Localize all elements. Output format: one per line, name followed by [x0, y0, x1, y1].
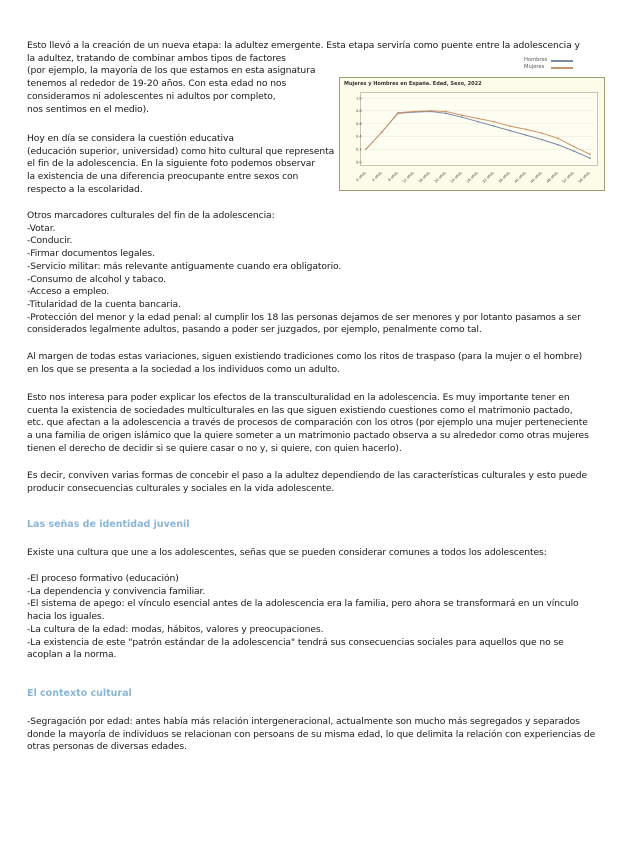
- x-tick-label: 56 años: [577, 170, 591, 184]
- intro-line: tenemos al rededor de 19-20 años. Con esta edad no nos: [27, 78, 287, 90]
- line-chart: [339, 77, 605, 191]
- x-tick-label: 16 años: [417, 170, 431, 184]
- markers-list: [27, 210, 581, 337]
- identity-signs-line: -El sistema de apego: el vínculo esencial antes de la adolescencia era la familia, pero ahora se transformará en un vínculo: [27, 598, 579, 610]
- chart-title: Mujeres y Hombres en España. Edad, Sexo, 2022: [344, 81, 482, 87]
- markers-line: -Acceso a empleo.: [27, 286, 110, 298]
- data-point-hombres: [461, 116, 463, 118]
- legend-swatch-hombres: [551, 60, 573, 62]
- adulthood-paragraph: [27, 470, 587, 495]
- markers-line: -Servicio militar: más relevante antiguamente cuando era obligatorio.: [27, 260, 342, 272]
- markers-line: -Protección del menor y la edad penal: al cumplir los 18 las personas dejamos de ser menores y por lotanto pasamos a ser: [27, 311, 581, 323]
- intro-line: la adultez, tratando de combinar ambos tipos de factores: [27, 52, 286, 64]
- x-tick-label: 0 años: [355, 170, 367, 183]
- segregation-line: -Segragación por edad: antes había más relación intergeneracional, actualmente son mucho más segregados y separados: [27, 716, 580, 727]
- identity-signs-list: [27, 573, 579, 662]
- x-tick-label: 32 años: [481, 170, 495, 184]
- legend-entry-mujeres: [524, 64, 573, 71]
- markers-line: considerados legalmente adultos, pasando a poder ser juzgados, por ejemplo, penalmente como tal.: [27, 324, 482, 336]
- education-line: respecto a la escolaridad.: [27, 183, 143, 195]
- x-tick-label: 4 años: [371, 170, 383, 183]
- data-point-mujeres: [589, 153, 591, 155]
- data-point-hombres: [573, 150, 575, 152]
- data-point-mujeres: [381, 131, 383, 133]
- y-tick-label: 0.8: [356, 109, 362, 114]
- x-tick-label: 28 años: [465, 170, 479, 184]
- identity-signs-line: -La cultura de la edad: modas, hábitos, valores y preocupaciones.: [27, 623, 324, 635]
- rites-line: Al margen de todas estas variaciones, siguen existiendo tradiciones como los ritos de traspaso (para la mujer o el hombre): [27, 351, 583, 362]
- x-tick-label: 52 años: [561, 170, 575, 184]
- data-point-hombres: [541, 139, 543, 141]
- data-point-hombres: [557, 144, 559, 146]
- rites-line: en los que se presenta a la sociedad a los individuos como un adulto.: [27, 363, 340, 375]
- transculturality-line: tienen el derecho de decidir si se quiere casar o no y, si quiere, con quien hacerlo).: [27, 442, 402, 454]
- transculturality-line: cuenta la existencia de sociedades multiculturales en las que siguen existiendo cuestiones como el matrimonio pactado,: [27, 404, 573, 416]
- data-point-hombres: [493, 125, 495, 127]
- transculturality-paragraph: [27, 392, 589, 456]
- markers-line: -Titularidad de la cuenta bancaria.: [27, 298, 181, 310]
- identity-signs-line: -La dependencia y convivencia familiar.: [27, 585, 206, 597]
- chart-svg: [340, 78, 604, 190]
- y-tick-label: 0.4: [356, 134, 362, 139]
- identity-signs-line: -El proceso formativo (educación): [27, 573, 179, 584]
- segregation-paragraph: [27, 716, 595, 754]
- section-heading-cultural-context: El contexto cultural: [27, 688, 132, 699]
- x-tick-label: 48 años: [545, 170, 559, 184]
- x-tick-label: 24 años: [449, 170, 463, 184]
- data-point-mujeres: [397, 112, 399, 114]
- data-point-hombres: [477, 121, 479, 123]
- markers-line: -Consumo de alcohol y tabaco.: [27, 273, 167, 285]
- data-point-mujeres: [445, 111, 447, 113]
- education-line: (educación superior, universidad) como hito cultural que representa: [27, 145, 335, 157]
- y-tick-label: 1.0: [356, 96, 362, 101]
- x-tick-label: 40 años: [513, 170, 527, 184]
- transculturality-line: a una familia de origen islámico que la quiere someter a un matrimonio pactado observa a su alrededor como otras mujeres: [27, 430, 589, 442]
- intro-line: Esto llevó a la creación de un nueva etapa: la adultez emergente. Esta etapa serviría como puente entre la adolescencia y: [27, 40, 580, 51]
- youth-culture-line: Existe una cultura que une a los adolescentes, señas que se pueden considerar comunes a todos los adolescentes:: [27, 547, 547, 558]
- data-point-hombres: [589, 157, 591, 159]
- intro-line: nos sentimos en el medio).: [27, 103, 149, 115]
- series-line-mujeres: [366, 111, 590, 155]
- markers-line: -Firmar documentos legales.: [27, 248, 155, 260]
- adulthood-line: producir consecuencias culturales y sociales en la vida adolescente.: [27, 482, 335, 494]
- x-tick-label: 36 años: [497, 170, 511, 184]
- data-point-mujeres: [509, 125, 511, 127]
- data-point-mujeres: [429, 110, 431, 112]
- data-point-mujeres: [477, 118, 479, 120]
- data-point-mujeres: [413, 111, 415, 113]
- y-tick-label: 0.2: [356, 147, 362, 152]
- data-point-hombres: [509, 130, 511, 132]
- x-tick-label: 44 años: [529, 170, 543, 184]
- y-tick-label: 0.6: [356, 121, 362, 126]
- legend-entry-hombres: [524, 57, 573, 64]
- data-point-hombres: [525, 134, 527, 136]
- data-point-mujeres: [525, 128, 527, 130]
- data-point-mujeres: [557, 137, 559, 139]
- intro-line: (por ejemplo, la mayoría de los que estamos en esta asignatura: [27, 65, 316, 77]
- education-line: el fin de la adolescencia. En la siguiente foto podemos observar: [27, 158, 316, 170]
- transculturality-line: etc. que afectan a la adolescencia a través de procesos de comparación con los otros (por ejemplo una mujer perteneciente: [27, 417, 588, 429]
- x-tick-label: 8 años: [387, 170, 399, 183]
- legend-swatch-mujeres: [551, 67, 573, 69]
- identity-signs-line: -La existencia de este "patrón estándar de la adolescencia" tendrá sus consecuencias sociales para aquellos que no se: [27, 636, 564, 648]
- section-heading-youth-identity: Las señas de identidad juvenil: [27, 519, 190, 530]
- x-tick-label: 12 años: [401, 170, 415, 184]
- x-tick-label: 20 años: [433, 170, 447, 184]
- data-point-mujeres: [493, 121, 495, 123]
- identity-signs-line: acoplan a la norma.: [27, 649, 117, 661]
- segregation-line: donde la mayoría de individuos se relacionan con persoans de su misma edad, lo que delimita la relación con experiencias de: [27, 728, 596, 740]
- education-paragraph: [27, 133, 334, 197]
- data-point-mujeres: [365, 148, 367, 150]
- segregation-line: otras personas de diversas edades.: [27, 741, 187, 753]
- data-point-mujeres: [541, 132, 543, 134]
- data-point-mujeres: [461, 114, 463, 116]
- identity-signs-line: hacia los iguales.: [27, 611, 105, 623]
- legend-label: Hombres: [524, 57, 548, 63]
- intro-line: consideramos ni adolescentes ni adultos por completo,: [27, 90, 276, 102]
- y-tick-label: 0.0: [356, 160, 362, 165]
- education-line: Hoy en día se considera la cuestión educativa: [27, 133, 234, 144]
- transculturality-line: Esto nos interesa para poder explicar los efectos de la transculturalidad en la adolescencia. Es muy importante tener en: [27, 392, 570, 403]
- youth-culture-paragraph: [27, 547, 547, 560]
- legend-label: Mujeres: [524, 64, 545, 70]
- markers-line: -Votar.: [27, 222, 56, 234]
- data-point-mujeres: [573, 146, 575, 148]
- markers-line: Otros marcadores culturales del fin de la adolescencia:: [27, 210, 275, 221]
- chart-legend: [524, 57, 573, 71]
- markers-line: -Conducir.: [27, 235, 73, 247]
- education-line: la existencia de una diferencia preocupante entre sexos con: [27, 171, 299, 183]
- data-point-hombres: [445, 112, 447, 114]
- rites-paragraph: [27, 351, 582, 376]
- adulthood-line: Es decir, conviven varias formas de concebir el paso a la adultez dependiendo de las características culturales y esto puede: [27, 470, 587, 481]
